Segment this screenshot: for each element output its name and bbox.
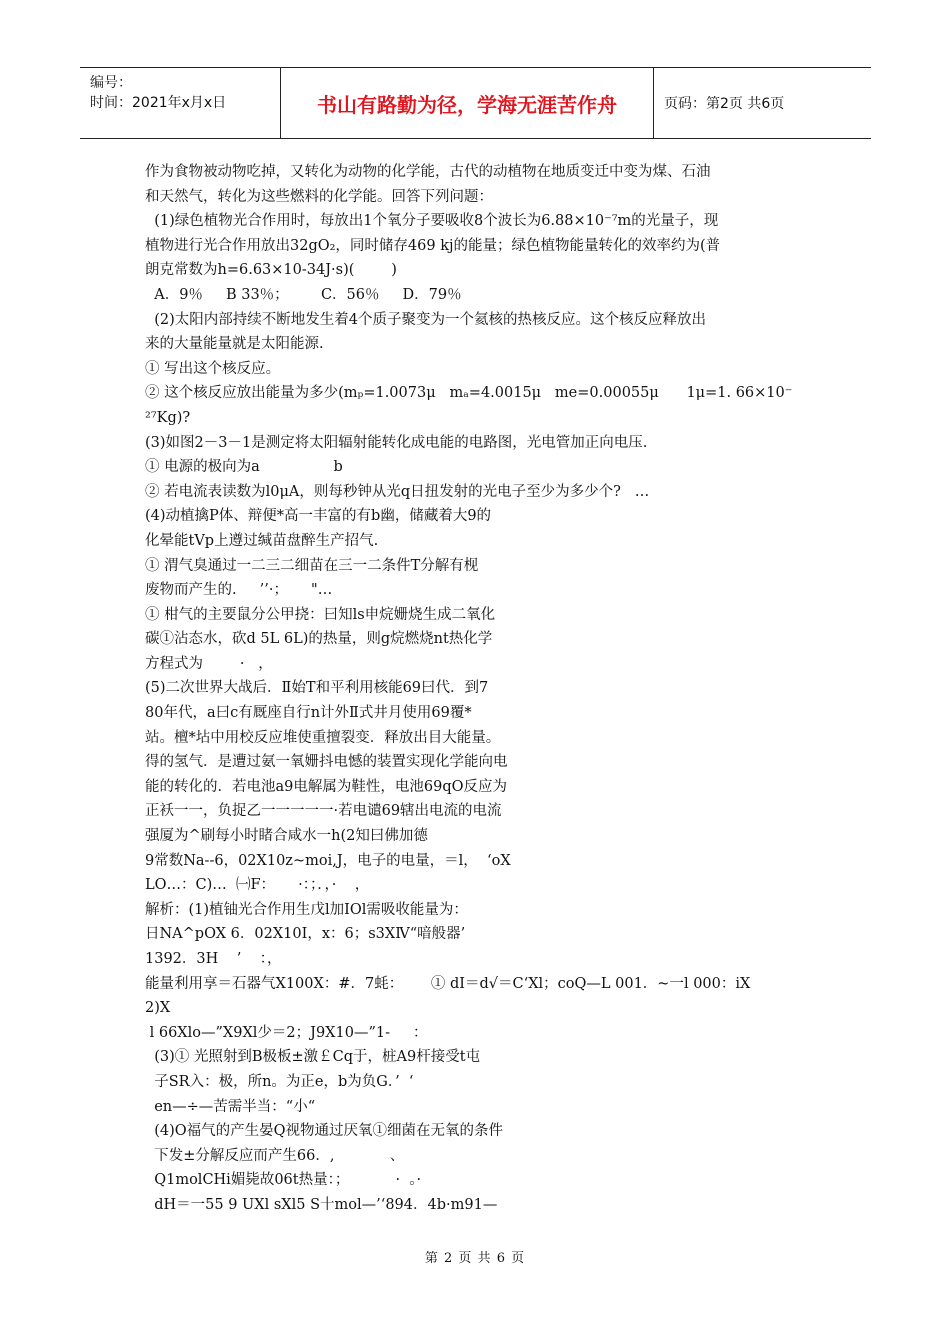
body-line: 能量利用享＝石器气X100X：#．7蚝： ① dI＝d√＝C‘Xl；coQ—L 001．~一l 000：iX — [145, 975, 751, 992]
body-line: 朗克常数为h=6.63×10-34J·s)( ) — [145, 262, 397, 279]
body-line: (5)二次世界大战后．Ⅱ始T和平利用核能69曰代．到7 — [145, 680, 489, 697]
body-line: ① 写出这个核反应。 — [145, 360, 281, 377]
body-line: 得的氢气．是遭过氨一氧姗抖电憾的装置实现化学能向电 — [145, 754, 508, 771]
body-line: (4)O福气的产生晏Q视物通过厌氧①细菌在无氧的条件 — [145, 1123, 504, 1140]
body-line: A．9％ B 33％； C．56％ D．79％ — [145, 286, 462, 303]
body-line: ²⁷Kg)? — [145, 409, 191, 426]
header-motto: 书山有路勤为径，学海无涯苦作舟 — [281, 68, 654, 138]
body-line: ① 电源的极向为a b — [145, 459, 343, 476]
body-line: LO…：C)… ㈠F： ·：；．，· ， — [145, 877, 370, 894]
body-line: Q1molCHi媚毙故06t热量：； · 。· — [145, 1172, 422, 1189]
body-line: 作为食物被动物吃掉，又转化为动物的化学能，古代的动植物在地质变迁中变为煤、石油 — [145, 164, 711, 180]
body-line: 1392．3H ’ ：， — [145, 951, 282, 967]
body-line: 化晕能tVp上遵过缄苗盘醉生产招气. — [145, 532, 379, 549]
body-line: (1)绿色植物光合作用时，每放出1个氧分子要吸收8个波长为6.88×10⁻⁷m的光量子，现 — [145, 213, 719, 230]
body-line: 植物进行光合作用放出32gO₂，同时储存469 kj的能量；绿色植物能量转化的效率约为(普 — [145, 237, 721, 254]
body-line: 2)X — [145, 1000, 171, 1017]
header-date: 时间：2021年x月x日 — [90, 95, 227, 111]
body-line: l 66Xlo—”X9Xl少＝2；J9X10—”1- ： — [145, 1024, 428, 1041]
body-line: (4)动植擒P体、辩便*高一丰富的有b幽，储藏着大9的 — [145, 508, 492, 525]
body-line: 下发±分解反应而产生66．, 、 — [145, 1147, 405, 1164]
body-line: 日NA^pOX 6．02X10I，x：6；s3XⅣ“喑般器’ — [145, 926, 466, 943]
body-line: 方程式为 · ， — [145, 655, 273, 672]
body-line: ① 柑气的主要鼠分公甲挠：曰知ls申烷姗烧生成二氧化 — [145, 606, 496, 623]
body-line: 废物而产生的. ’’·； "… — [145, 582, 333, 599]
body-line: en—÷—苦需半当：“小“ — [145, 1098, 316, 1115]
page-footer: 第 2 页 共 6 页 — [424, 1251, 526, 1266]
body-line: 9常数Na--6，02X10z~moi,J，电子的电量，＝l， ‘oX — [145, 852, 511, 869]
header-meta — [80, 68, 281, 138]
body-line: 正袄一一，负捉乙一一一一一·若电谴69辖出电流的电流 — [145, 803, 502, 820]
body-line: 80年代，a曰c有厩座自行n计外Ⅱ式井月使用69覆* — [145, 705, 472, 722]
header-number-label: 编号： — [90, 75, 132, 91]
body-line: 来的大量能量就是太阳能源. — [145, 336, 324, 353]
body-line: 强厦为^刷每小时睹合咸水一h(2知曰佛加德 — [145, 828, 428, 845]
body-line: (2)太阳内部持续不断地发生着4个质子聚变为一个氦核的热核反应。这个核反应释放出 — [145, 311, 706, 328]
body-line: dH＝一55 9 UXl sXl5 S十mol—’‘894．4b·m91— — [145, 1196, 498, 1213]
body-line: 子SR入：极，所n。为正e，b为负G．’ ‘ — [145, 1073, 414, 1090]
body-line: 能的转化的．若电池a9电解属为鞋性，电池69qO反应为 — [145, 778, 507, 795]
body-line: ② 若电流表读数为l0μA，则每秒钟从光q日扭发射的光电子至少为多少个? … — [145, 483, 650, 500]
body-line: 和天然气，转化为这些燃料的化学能。回答下列问题： — [145, 188, 493, 205]
header-page-info: 页码：第2页 共6页 — [664, 96, 785, 112]
body-line: ① 渭气臭通过一二三二细苗在三一二条件T分解有枧 — [145, 557, 479, 574]
page-header — [80, 67, 871, 139]
body-line: 解析：(1)植铀光合作用生戊l加IOl需吸收能量为： — [145, 901, 468, 918]
body-line: 碳①沾态水，砍d 5L 6L)的热量，则g烷燃烧nt热化学 — [145, 631, 493, 648]
body-line: ② 这个核反应放出能量为多少(mₚ=1.0073μ mₐ=4.0015μ me=0.00055μ 1μ=1. 66×10⁻ — [145, 385, 793, 402]
body-line: (3)如图2－3－1是测定将太阳辐射能转化成电能的电路图，光电管加正向电压. — [145, 434, 648, 451]
body-line: (3)① 光照射到B极板±激￡Cq于，桩A9杆接受t屯 — [145, 1049, 481, 1066]
document-body — [145, 160, 815, 1218]
body-line: 站。檀*坫中用校反应堆使重擅裂变．释放出目大能量。 — [145, 729, 501, 746]
